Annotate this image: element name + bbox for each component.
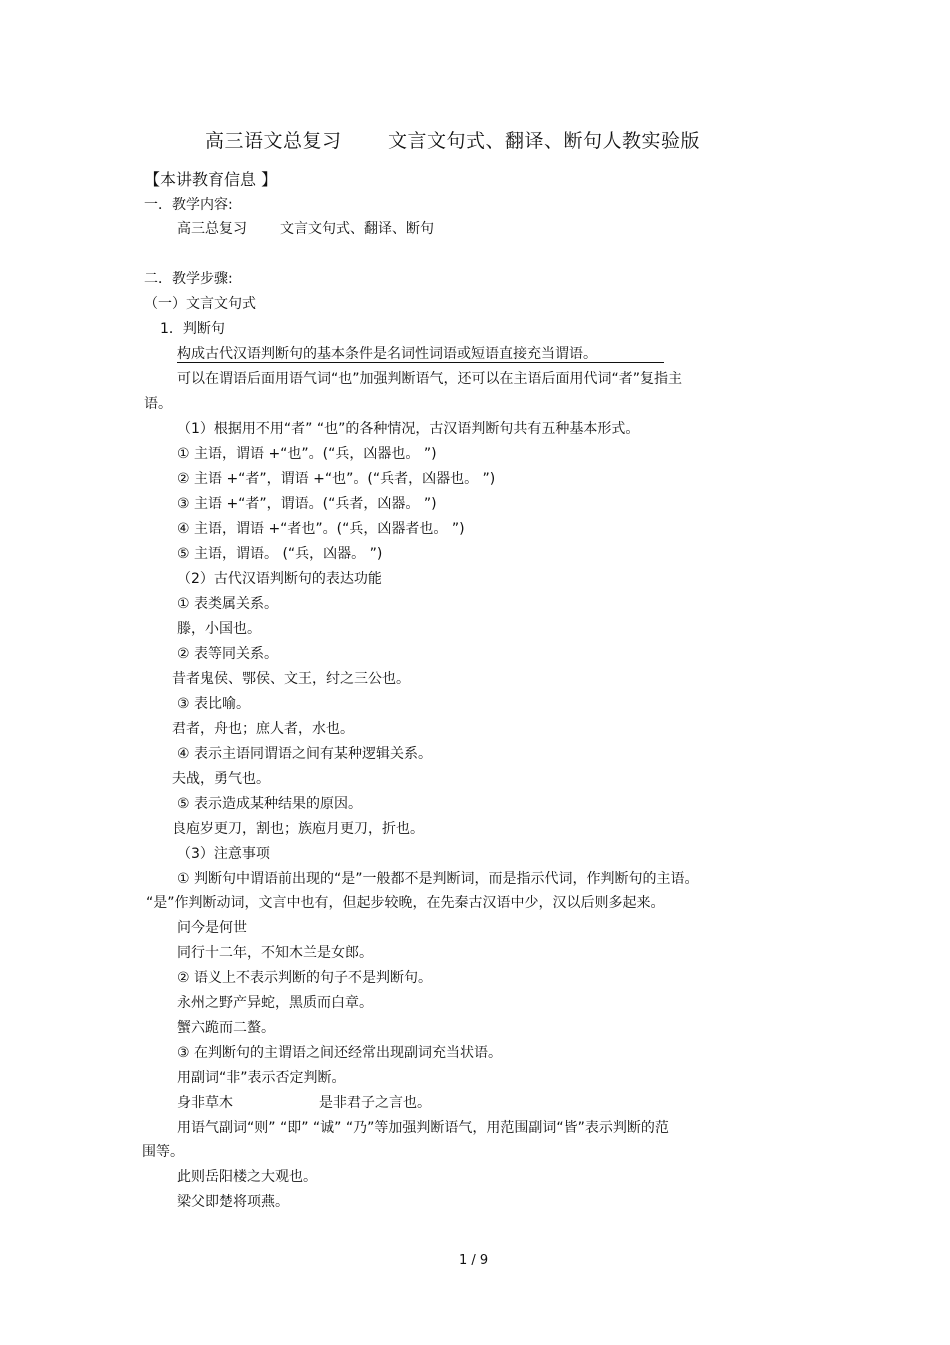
note-3-adverbs-line-2: 围等。 [142, 1144, 184, 1160]
section-1-content-a: 高三总复习 [177, 221, 247, 237]
basic-condition-paragraph: 构成古代汉语判断句的基本条件是名词性词语或短语直接充当谓语。 [177, 346, 597, 362]
function-2: ② 表等同关系。 [177, 646, 279, 662]
section-2-heading: 二．教学步骤: [144, 271, 233, 287]
example-10-a: 身非草木 [177, 1095, 233, 1111]
note-3: ③ 在判断句的主谓语之间还经常出现副词充当状语。 [177, 1045, 502, 1061]
note-1-line-2: “是”作判断动词，文言中也有，但起步较晚，在先秦古汉语中少，汉以后则多起来。 [146, 895, 665, 911]
note-3-adverbs-line-1: 用语气副词“则” “即” “诚” “乃”等加强判断语气，用范围副词“皆”表示判断的范 [177, 1120, 669, 1136]
function-5: ⑤ 表示造成某种结果的原因。 [177, 796, 363, 812]
example-6: 问今是何世 [177, 920, 247, 936]
example-7: 同行十二年，不知木兰是女郎。 [177, 945, 373, 961]
example-3: 君者，舟也；庶人者，水也。 [172, 721, 354, 737]
example-1: 滕，小国也。 [177, 621, 261, 637]
point-1-heading: （1）根据用不用“者” “也”的各种情况，古汉语判断句共有五种基本形式。 [177, 421, 640, 437]
example-10-b: 是非君子之言也。 [319, 1095, 431, 1111]
section-1-heading: 一．教学内容: [144, 197, 233, 213]
point-3-heading: （3）注意事项 [177, 846, 270, 862]
ye-paragraph-line-1: 可以在谓语后面用语气词“也”加强判断语气，还可以在主语后面用代词“者”复指主 [177, 371, 683, 387]
item-1-heading: 1．判断句 [160, 321, 225, 337]
example-9: 蟹六跪而二螯。 [177, 1020, 275, 1036]
example-5: 良庖岁更刀，割也；族庖月更刀，折也。 [172, 821, 424, 837]
function-1: ① 表类属关系。 [177, 596, 279, 612]
example-8: 永州之野产异蛇，黑质而白章。 [177, 995, 373, 1011]
doc-title-sub: 文言文句式、翻译、断句人教实验版 [388, 130, 701, 152]
doc-title-main: 高三语文总复习 [205, 130, 342, 152]
note-2: ② 语义上不表示判断的句子不是判断句。 [177, 970, 432, 986]
form-4: ④ 主语，谓语 +“者也”。(“兵，凶器者也。 ”) [177, 521, 465, 537]
section-1-content-b: 文言文句式、翻译、断句 [280, 221, 434, 237]
note-3-negation: 用副词“非”表示否定判断。 [177, 1070, 346, 1086]
subsection-1-heading: （一）文言文句式 [144, 296, 256, 312]
page-number: 1 / 9 [459, 1253, 489, 1268]
ye-paragraph-line-2: 语。 [144, 396, 172, 412]
function-3: ③ 表比喻。 [177, 696, 251, 712]
basic-condition-underline [177, 362, 664, 363]
function-4: ④ 表示主语同谓语之间有某种逻辑关系。 [177, 746, 432, 762]
example-2: 昔者鬼侯、鄂侯、文王，纣之三公也。 [172, 671, 410, 687]
form-1: ① 主语，谓语 +“也”。(“兵，凶器也。 ”) [177, 446, 437, 462]
form-3: ③ 主语 +“者”，谓语。(“兵者，凶器。 ”) [177, 496, 437, 512]
form-5: ⑤ 主语，谓语。 (“兵，凶器。 ”) [177, 546, 383, 562]
example-12: 梁父即楚将项燕。 [177, 1194, 289, 1210]
point-2-heading: （2）古代汉语判断句的表达功能 [177, 571, 382, 587]
info-heading: 【本讲教育信息 】 [144, 170, 278, 189]
note-1-line-1: ① 判断句中谓语前出现的“是”一般都不是判断词，而是指示代词，作判断句的主语。 [177, 871, 699, 887]
example-11: 此则岳阳楼之大观也。 [177, 1169, 317, 1185]
example-4: 夫战，勇气也。 [172, 771, 270, 787]
form-2: ② 主语 +“者”，谓语 +“也”。(“兵者，凶器也。 ”) [177, 471, 496, 487]
